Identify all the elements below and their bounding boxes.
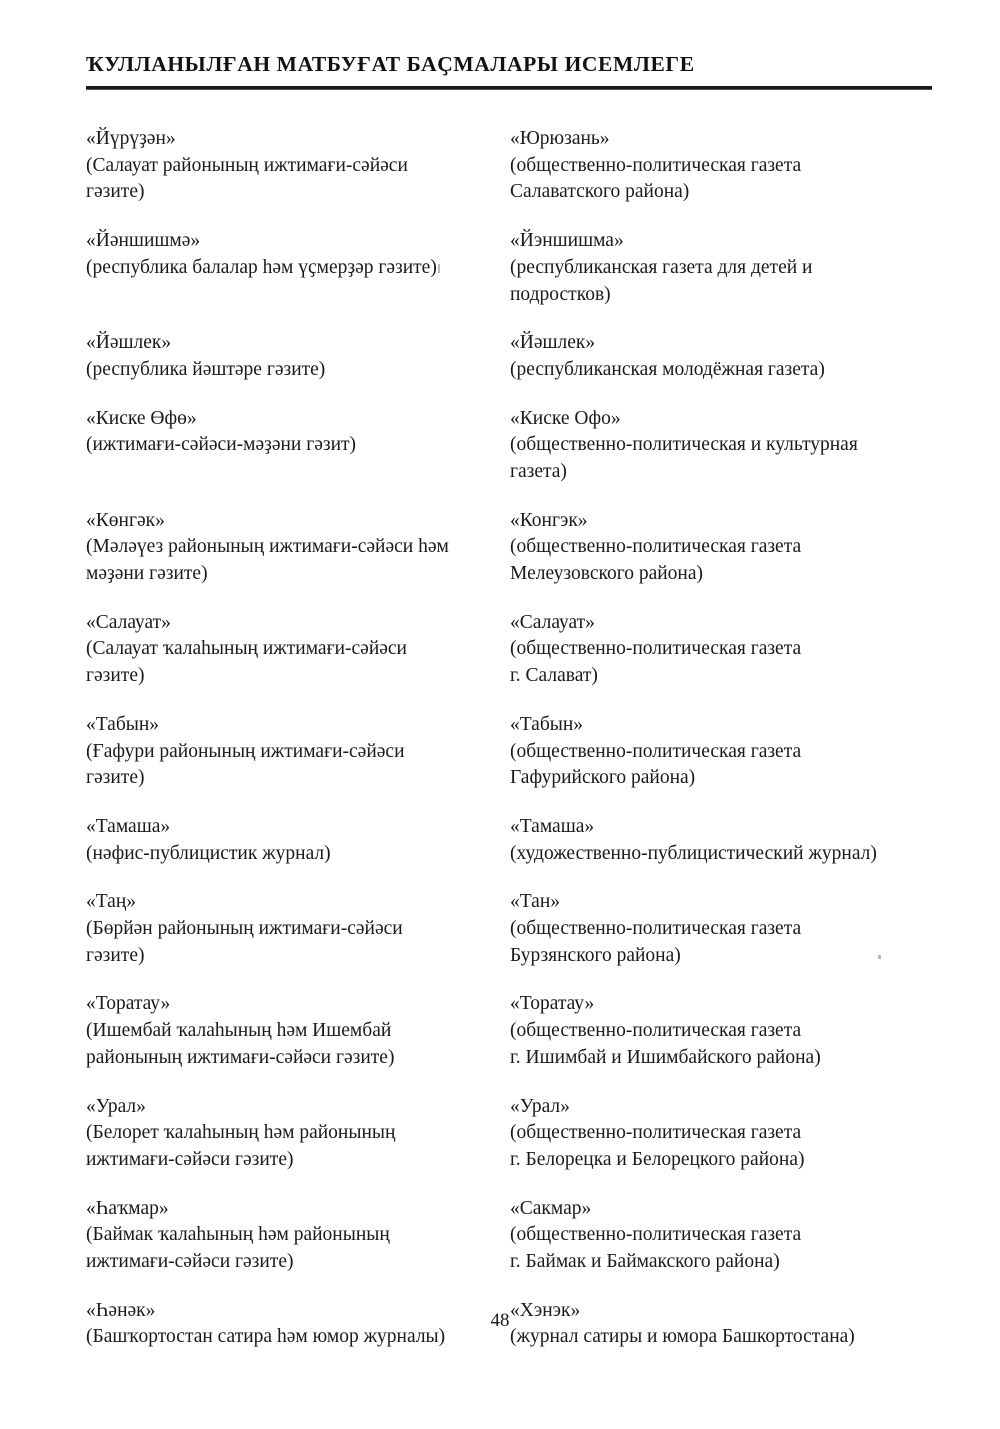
- entry-description-line: Мелеузовского района): [510, 563, 704, 585]
- entry-title: «Салауат»: [86, 611, 171, 633]
- entry-title: «Табын»: [510, 713, 584, 735]
- entry-bashkir: [86, 228, 510, 330]
- entry-title: «Урал»: [86, 1095, 146, 1117]
- entry-bashkir: [86, 330, 510, 405]
- entry-title: «Көнгәк»: [86, 509, 165, 531]
- entry-description: [86, 153, 510, 206]
- entry-description-line: (художественно-публицистический журнал): [510, 842, 877, 864]
- entry-description-line: подростков): [510, 283, 611, 305]
- entry-bashkir: [86, 610, 510, 712]
- entry-description-line: ижтимағи-сәйәси гәзите): [86, 1251, 294, 1273]
- entry-description-line: ижтимағи-сәйәси гәзите): [86, 1148, 294, 1170]
- entry-description: [86, 841, 510, 868]
- entry-bashkir: [86, 991, 510, 1093]
- entry-bashkir: [86, 889, 510, 991]
- entry-description-line: гәзите): [86, 665, 145, 687]
- entry-description-line: Бурзянского района): [510, 944, 681, 966]
- scan-speck: [438, 264, 440, 273]
- entry-description-line: Гафурийского района): [510, 767, 696, 789]
- entry-description-line: гәзите): [86, 767, 145, 789]
- entry-description-line: (общественно-политическая и культурная: [510, 434, 858, 456]
- column-bashkir: [86, 126, 510, 1373]
- entry-description-line: газета): [510, 460, 567, 482]
- entry-title: «Йүрүҙән»: [86, 128, 176, 149]
- entry-title: «Салауат»: [510, 611, 595, 633]
- bibliography-columns: [86, 126, 934, 1373]
- entry-description-line: (общественно-политическая газета: [510, 536, 802, 558]
- entry-description: [86, 1120, 510, 1173]
- entry-description: [510, 1222, 934, 1275]
- entry-title: «Торатау»: [86, 993, 171, 1015]
- entry-bashkir: [86, 712, 510, 814]
- entry-description: [510, 636, 934, 689]
- entry-description-line: (Бөрйән районының ижтимағи-сәйәси: [86, 918, 403, 940]
- entry-title: «Йэншишма»: [510, 230, 624, 252]
- entry-russian: [510, 406, 934, 508]
- entry-description: [510, 153, 934, 206]
- entry-description-line: Салаватского района): [510, 181, 690, 203]
- entry-description: [86, 1018, 510, 1071]
- entry-description-line: (республика балалар һәм үҫмерҙәр гәзите): [86, 256, 437, 278]
- entry-bashkir: [86, 508, 510, 610]
- entry-description: [510, 1018, 934, 1071]
- entry-description-line: (Салауат районының ижтимағи-сәйәси: [86, 154, 408, 176]
- entry-description: [86, 739, 510, 792]
- entry-description: [510, 739, 934, 792]
- entry-description: [86, 1222, 510, 1275]
- entry-title: «Тамаша»: [510, 815, 595, 837]
- entry-description-line: (Башҡортостан сатира һәм юмор журналы): [86, 1326, 446, 1348]
- entry-russian: [510, 712, 934, 814]
- entry-description: [510, 916, 934, 969]
- column-russian: [510, 126, 934, 1373]
- entry-description-line: гәзите): [86, 944, 145, 966]
- entry-title: «Таң»: [86, 891, 137, 913]
- entry-russian: [510, 814, 934, 889]
- entry-description-line: (республика йәштәре гәзите): [86, 358, 326, 380]
- entry-title: «Тан»: [510, 891, 561, 913]
- entry-description: [510, 841, 934, 868]
- entry-description-line: (республиканская молодёжная газета): [510, 358, 825, 380]
- entry-bashkir: [86, 1094, 510, 1196]
- entry-description-line: (журнал сатиры и юмора Башкортостана): [510, 1326, 855, 1348]
- entry-description-line: (Мәләүез районының ижтимағи-сәйәси һәм: [86, 536, 449, 558]
- entry-title: «Урал»: [510, 1095, 570, 1117]
- entry-description: [86, 534, 510, 587]
- entry-description-line: г. Белорецка и Белорецкого района): [510, 1148, 805, 1170]
- entry-title: «Һәнәк»: [86, 1299, 156, 1321]
- entry-description-line: (Ишембай ҡалаһының һәм Ишембай: [86, 1020, 392, 1042]
- entry-bashkir: [86, 126, 510, 228]
- page-number: 48: [490, 1310, 510, 1331]
- entry-title: «Йәшлек»: [86, 332, 172, 354]
- entry-description-line: г. Баймак и Баймакского района): [510, 1251, 780, 1273]
- page-header: [86, 52, 932, 90]
- entry-description-line: (общественно-политическая газета: [510, 1122, 802, 1144]
- entry-bashkir: [86, 406, 510, 508]
- entry-description: [86, 916, 510, 969]
- entry-russian: [510, 991, 934, 1093]
- entry-description-line: г. Салават): [510, 665, 598, 687]
- entry-russian: [510, 1094, 934, 1196]
- entry-description-line: гәзите): [86, 181, 145, 203]
- page-title: ҠУЛЛАНЫЛҒАН МАТБУҒАТ БАҪМАЛАРЫ ИСЕМЛЕГЕ: [86, 52, 695, 76]
- header-rule: [86, 86, 932, 90]
- entry-description: [510, 255, 934, 308]
- entry-description-line: (общественно-политическая газета: [510, 1224, 802, 1246]
- entry-russian: [510, 889, 934, 991]
- entry-title: «Конгэк»: [510, 509, 588, 531]
- entry-description-line: (ижтимағи-сәйәси-мәҙәни гәзит): [86, 434, 357, 456]
- entry-description: [510, 1120, 934, 1173]
- entry-bashkir: [86, 1196, 510, 1298]
- entry-description-line: (Белорет ҡалаһының һәм районының: [86, 1122, 396, 1144]
- entry-description-line: (нәфис-публицистик журнал): [86, 842, 331, 864]
- entry-description-line: (Баймак ҡалаһының һәм районының: [86, 1224, 390, 1246]
- entry-description-line: мәҙәни гәзите): [86, 563, 208, 585]
- entry-description-line: (республиканская газета для детей и: [510, 256, 813, 278]
- entry-description-line: (общественно-политическая газета: [510, 638, 802, 660]
- entry-title: «Киске Өфө»: [86, 407, 197, 429]
- scan-speck: [878, 955, 881, 959]
- entry-title: «Йәшлек»: [510, 332, 596, 354]
- entry-description-line: (Ғафури районының ижтимағи-сәйәси: [86, 740, 405, 762]
- entry-title: «Табын»: [86, 713, 160, 735]
- entry-description-line: (Салауат ҡалаһының ижтимағи-сәйәси: [86, 638, 407, 660]
- entry-description-line: (общественно-политическая газета: [510, 1020, 802, 1042]
- entry-description-line: (общественно-политическая газета: [510, 154, 802, 176]
- entry-description: [86, 357, 510, 384]
- entry-description: [510, 432, 934, 485]
- entry-title: «Йәншишмә»: [86, 230, 201, 252]
- entry-description-line: районының ижтимағи-сәйәси гәзите): [86, 1046, 395, 1068]
- entry-title: «Киске Офо»: [510, 407, 621, 429]
- entry-russian: [510, 330, 934, 405]
- entry-russian: [510, 610, 934, 712]
- entry-russian: [510, 228, 934, 330]
- entry-title: «Сакмар»: [510, 1197, 592, 1219]
- entry-title: «Торатау»: [510, 993, 595, 1015]
- entry-title: «Юрюзань»: [510, 128, 610, 149]
- entry-russian: [510, 126, 934, 228]
- entry-description: [86, 432, 510, 459]
- entry-bashkir: [86, 814, 510, 889]
- entry-title: «Тамаша»: [86, 815, 171, 837]
- entry-description: [86, 636, 510, 689]
- entry-description-line: (общественно-политическая газета: [510, 918, 802, 940]
- entry-title: «Хэнэк»: [510, 1299, 581, 1321]
- entry-russian: [510, 1196, 934, 1298]
- entry-description: [510, 357, 934, 384]
- entry-description-line: г. Ишимбай и Ишимбайского района): [510, 1046, 821, 1068]
- entry-title: «Һаҡмар»: [86, 1197, 169, 1219]
- entry-description: [86, 255, 510, 282]
- entry-description: [510, 534, 934, 587]
- entry-russian: [510, 508, 934, 610]
- entry-description-line: (общественно-политическая газета: [510, 740, 802, 762]
